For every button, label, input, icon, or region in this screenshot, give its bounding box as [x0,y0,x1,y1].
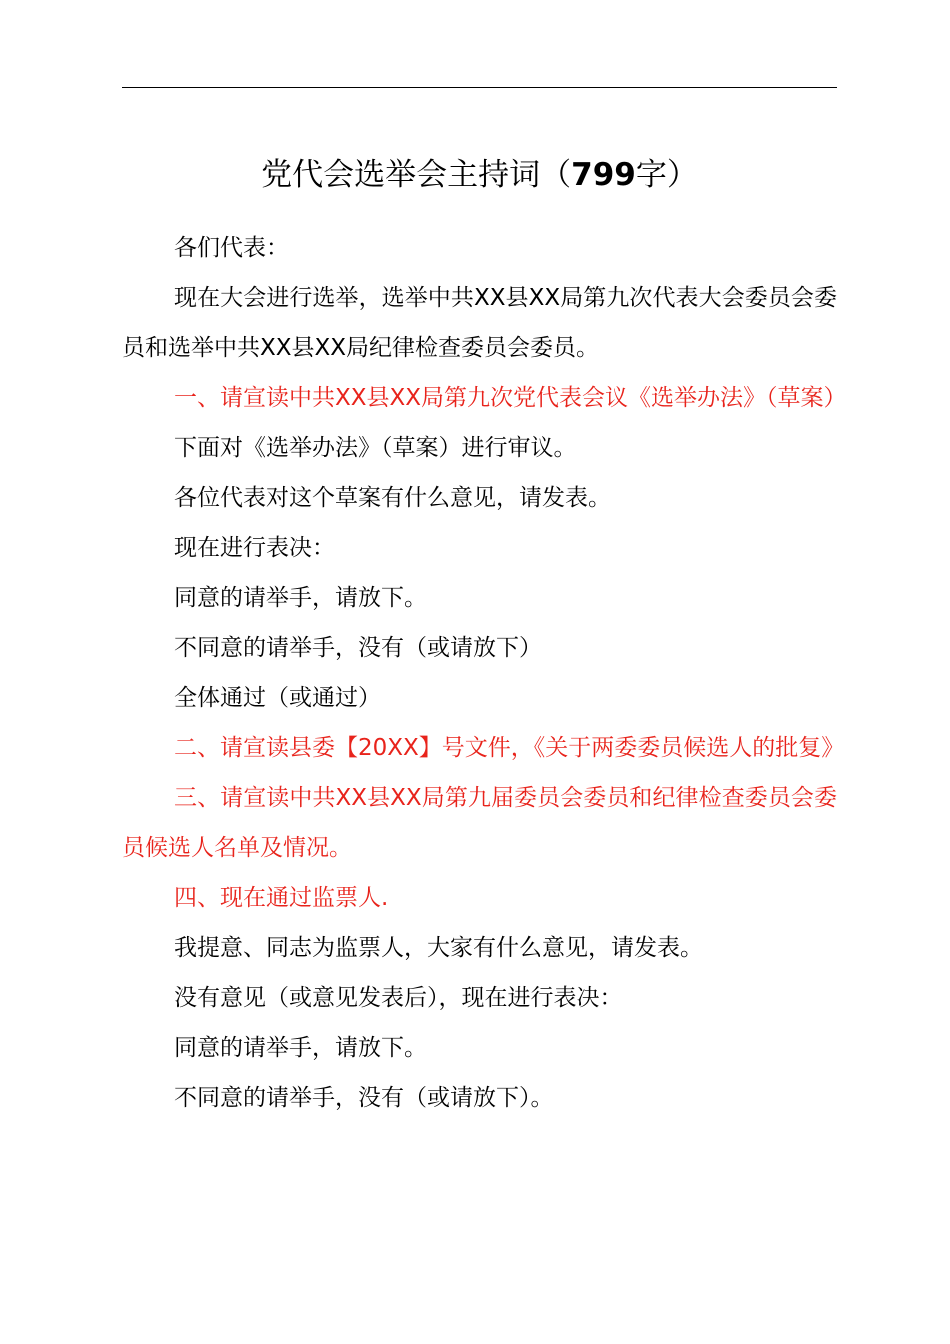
paragraph: 下面对《选举办法》（草案）进行审议。 [174,435,577,461]
section-heading: 三、请宣读中共XX县XX局第九届委员会委员和纪律检查委员会委员候选人名单及情况。 [122,785,837,861]
paragraph: 现在大会进行选举，选举中共XX县XX局第九次代表大会委员会委员和选举中共XX县XX局纪律检查委员会委员。 [122,285,837,361]
paragraph: 不同意的请举手，没有（或请放下）。 [174,1085,554,1111]
paragraph: 同意的请举手，请放下。 [174,585,427,611]
title-number: 799 [571,157,636,193]
paragraph: 全体通过（或通过） [174,685,381,711]
title-prefix: 党代会选举会主持词（ [261,157,572,193]
document-title [122,150,837,200]
paragraph: 不同意的请举手，没有（或请放下） [174,635,542,661]
section-heading: 四、现在通过监票人. [174,885,389,911]
section-heading: 一、请宣读中共XX县XX局第九次党代表会议《选举办法》（草案） [174,385,847,411]
paragraph: 同意的请举手，请放下。 [174,1035,427,1061]
paragraph: 没有意见（或意见发表后），现在进行表决： [174,985,623,1011]
paragraph: 各位代表对这个草案有什么意见，请发表。 [174,485,611,511]
header-rule [122,87,837,88]
title-suffix: 字） [635,157,698,193]
paragraph: 各们代表： [174,235,289,261]
document-body [122,223,847,1123]
section-heading: 二、请宣读县委【20XX】号文件，《关于两委委员候选人的批复》 [174,735,845,761]
paragraph: 现在进行表决： [174,535,335,561]
paragraph: 我提意、同志为监票人，大家有什么意见，请发表。 [174,935,703,961]
